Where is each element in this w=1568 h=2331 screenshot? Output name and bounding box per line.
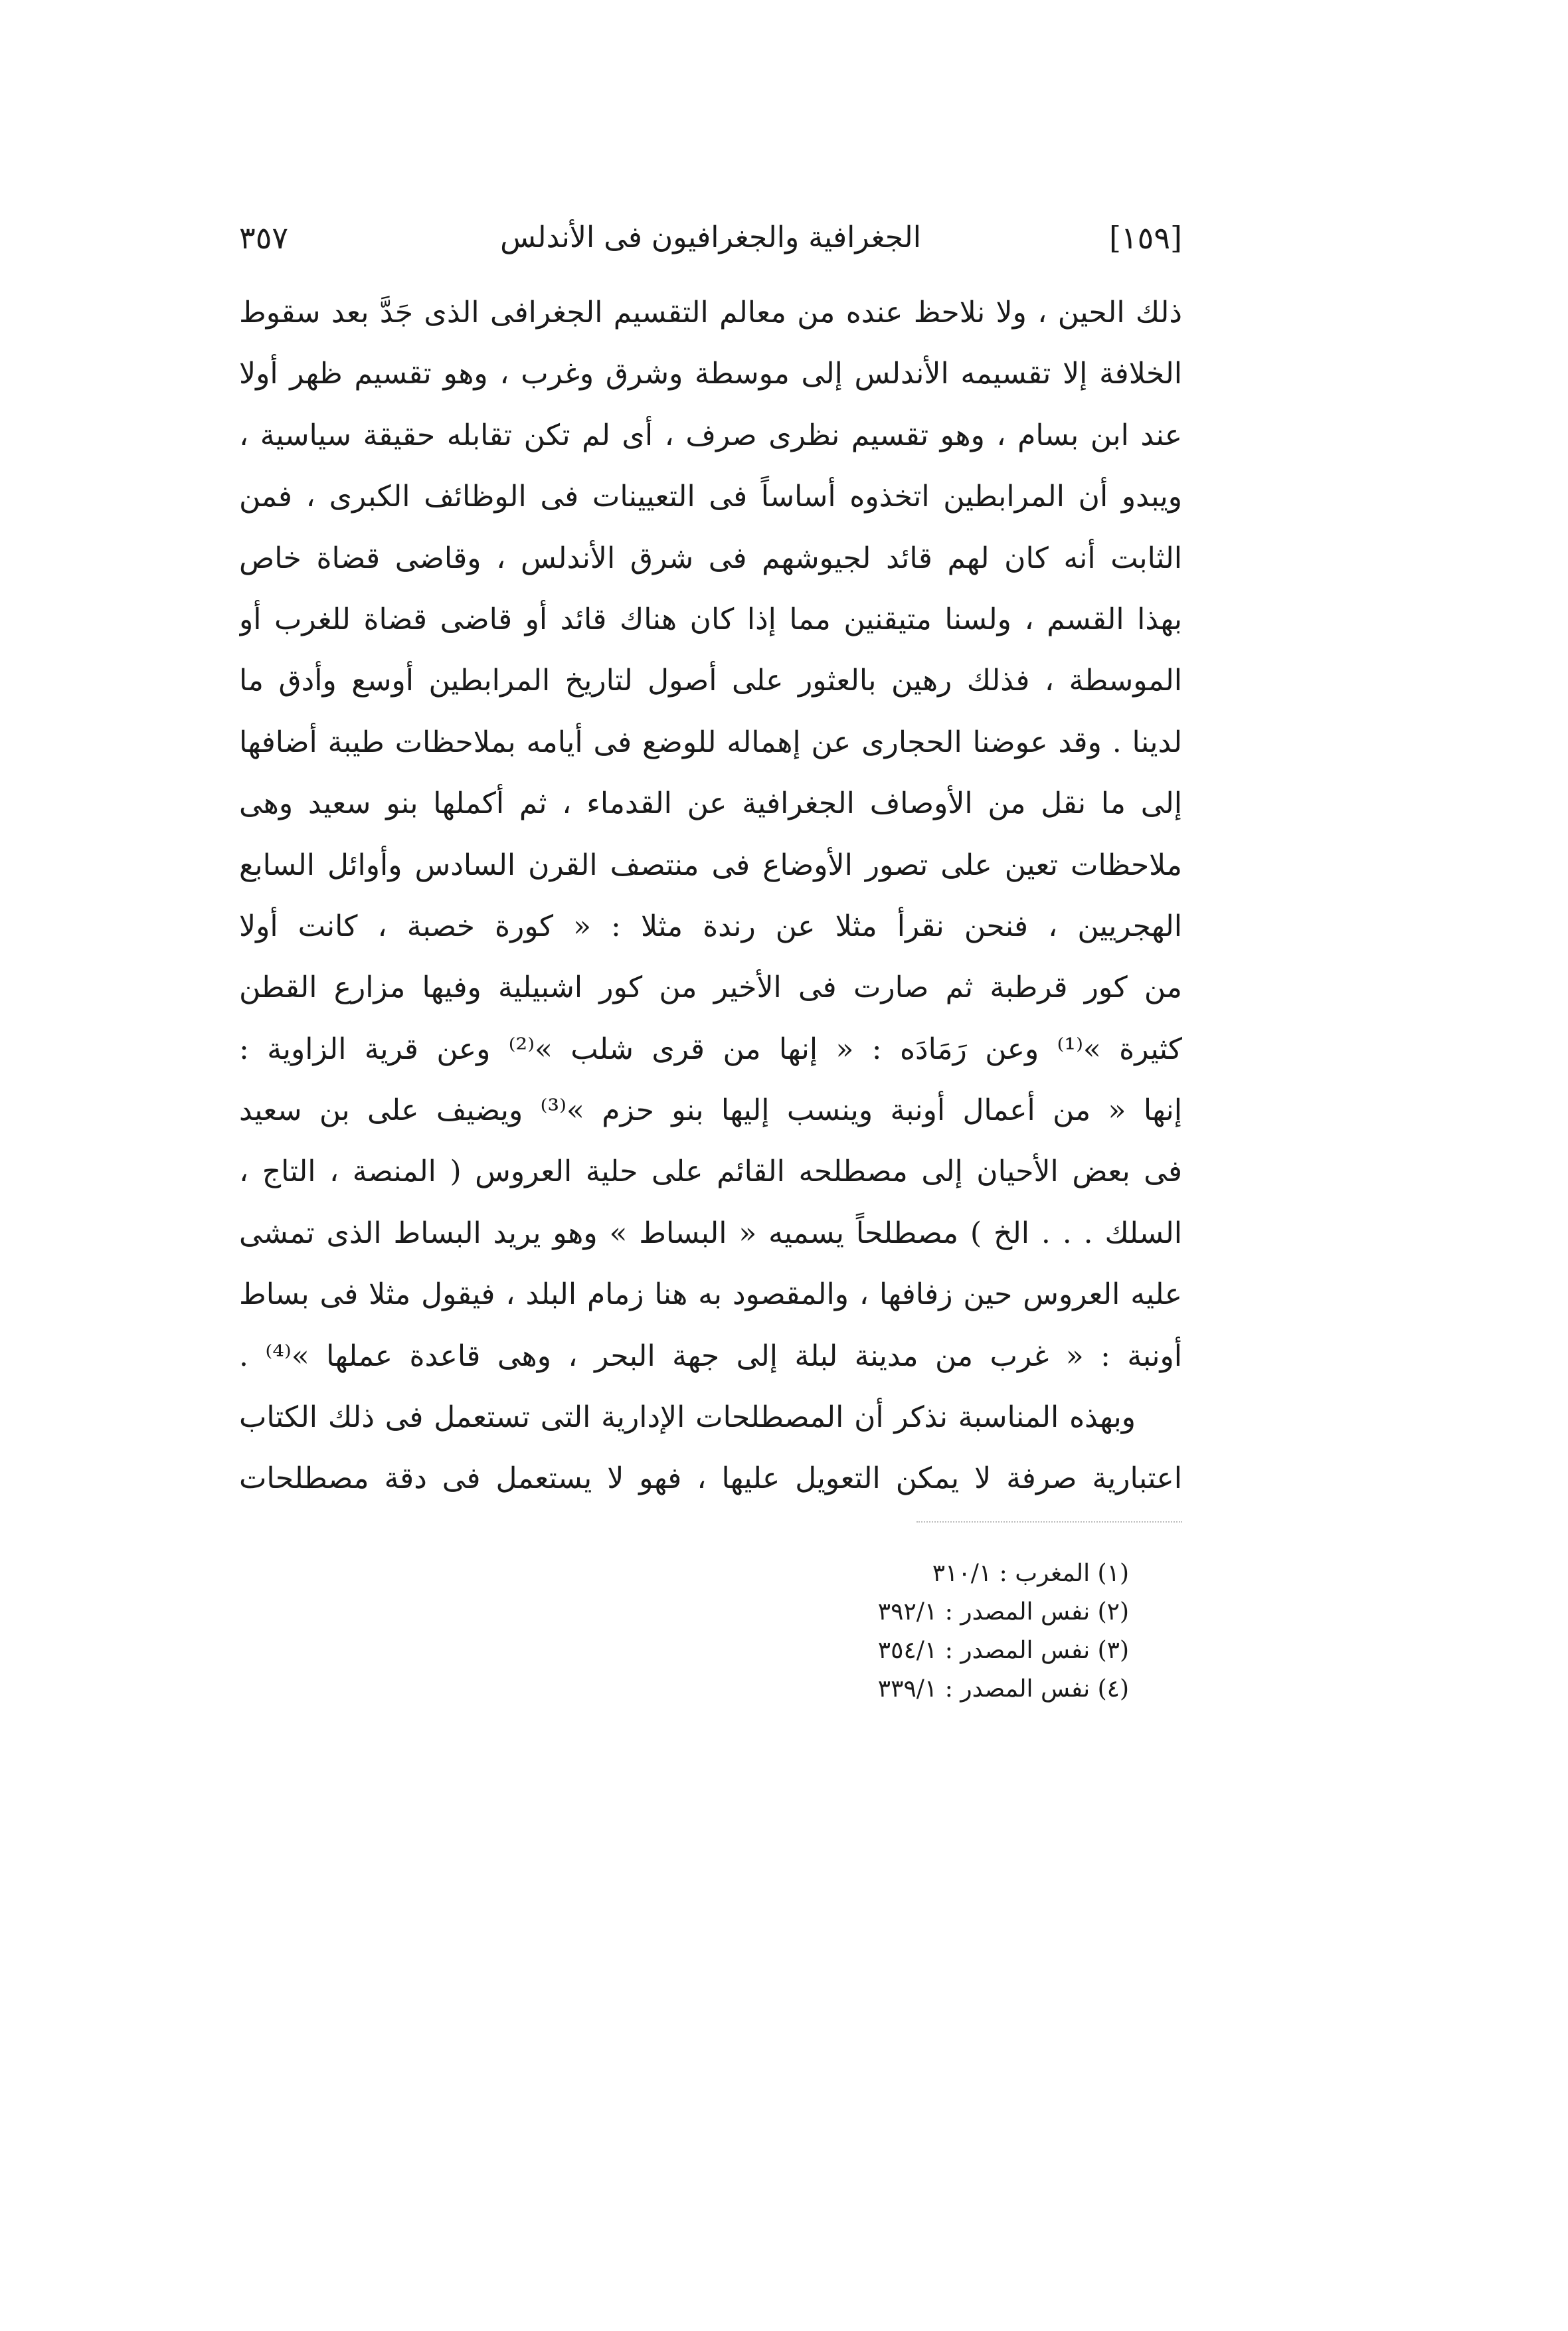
footnote: (١) المغرب : ٣١٠/١ bbox=[932, 1560, 1129, 1587]
text-line: إلى ما نقل من الأوصاف الجغرافية عن القدماء ، ثم أكملها بنو سعيد وهى bbox=[239, 787, 1182, 821]
page-number: ٣٥٧ bbox=[239, 220, 289, 256]
text-line: إنها « من أعمال أونبة وينسب إليها بنو حزم »⁽³⁾ ويضيف على بن سعيد bbox=[239, 1093, 1182, 1128]
text-line: فى بعض الأحيان إلى مصطلحه القائم على حلية العروس ( المنصة ، التاج ، bbox=[239, 1155, 1182, 1189]
text-line: بهذا القسم ، ولسنا متيقنين مما إذا كان هناك قائد أو قاضى قضاة للغرب أو bbox=[239, 602, 1182, 636]
text-line: ملاحظات تعين على تصور الأوضاع فى منتصف القرن السادس وأوائل السابع bbox=[239, 848, 1182, 882]
section-number: [١٥٩] bbox=[1108, 220, 1182, 256]
footnote: (٢) نفس المصدر : ٣٩٢/١ bbox=[877, 1598, 1129, 1626]
footnotes bbox=[664, 1554, 1129, 1709]
running-header bbox=[239, 211, 1182, 264]
text-line: وبهذه المناسبة نذكر أن المصطلحات الإدارية التى تستعمل فى ذلك الكتاب bbox=[239, 1400, 1136, 1435]
text-line: كثيرة »⁽¹⁾ وعن رَمَادَه : « إنها من قرى شلب »⁽²⁾ وعن قرية الزاوية : bbox=[239, 1032, 1182, 1066]
text-line: من كور قرطبة ثم صارت فى الأخير من كور اشبيلية وفيها مزارع القطن bbox=[239, 971, 1182, 1005]
text-line: اعتبارية صرفة لا يمكن التعويل عليها ، فهو لا يستعمل فى دقة مصطلحات bbox=[239, 1461, 1182, 1496]
footnote: (٤) نفس المصدر : ٣٣٩/١ bbox=[877, 1675, 1129, 1703]
text-line: عليه العروس حين زفافها ، والمقصود به هنا زمام البلد ، فيقول مثلا فى بساط bbox=[239, 1277, 1182, 1312]
text-line: الهجريين ، فنحن نقرأ مثلا عن رندة مثلا : « كورة خصبة ، كانت أولا bbox=[239, 909, 1182, 943]
text-line: الثابت أنه كان لهم قائد لجيوشهم فى شرق الأندلس ، وقاضى قضاة خاص bbox=[239, 541, 1182, 575]
text-line: ذلك الحين ، ولا نلاحظ عنده من معالم التقسيم الجغرافى الذى جَدَّ بعد سقوط bbox=[239, 296, 1182, 329]
text-line: الموسطة ، فذلك رهين بالعثور على أصول لتاريخ المرابطين أوسع وأدق ما bbox=[239, 664, 1182, 698]
text-line: لدينا . وقد عوضنا الحجارى عن إهماله للوضع فى أيامه بملاحظات طيبة أضافها bbox=[239, 725, 1182, 759]
text-line: عند ابن بسام ، وهو تقسيم نظرى صرف ، أى لم تكن تقابله حقيقة سياسية ، bbox=[239, 418, 1182, 452]
text-line: أونبة : « غرب من مدينة لبلة إلى جهة البحر ، وهى قاعدة عملها »⁽⁴⁾ . bbox=[239, 1339, 1182, 1373]
running-title: الجغرافية والجغرافيون فى الأندلس bbox=[500, 221, 921, 254]
text-line: السلك . . . الخ ) مصطلحاً يسميه « البساط » وهو يريد البساط الذى تمشى bbox=[239, 1216, 1182, 1250]
text-line: ويبدو أن المرابطين اتخذوه أساساً فى التعيينات فى الوظائف الكبرى ، فمن bbox=[239, 480, 1182, 514]
footnote: (٣) نفس المصدر : ٣٥٤/١ bbox=[877, 1637, 1129, 1664]
text-line: الخلافة إلا تقسيمه الأندلس إلى موسطة وشرق وغرب ، وهو تقسيم ظهر أولا bbox=[239, 357, 1182, 391]
body-text bbox=[239, 282, 1182, 1510]
footnote-separator bbox=[916, 1521, 1182, 1523]
